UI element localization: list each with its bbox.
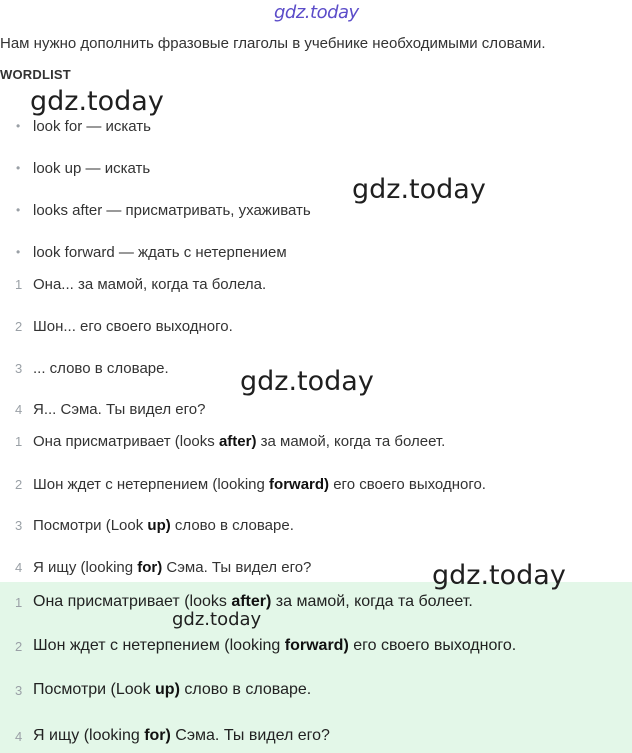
bullet-icon: • <box>16 245 21 259</box>
answer-text-after: слово в словаре. <box>170 516 294 534</box>
answer-number: 2 <box>15 476 23 492</box>
task-text: Я... Сэма. Ты видел его? <box>33 400 206 418</box>
watermark: gdz.today <box>30 86 164 117</box>
answer-number: 3 <box>15 517 23 533</box>
answer-item <box>0 556 311 578</box>
answer-text-bold: after) <box>218 432 257 450</box>
answer-text-before: Посмотри (Look <box>33 516 148 534</box>
answer-text-bold: forward) <box>269 475 330 493</box>
answer-text-before: Посмотри (Look <box>33 681 156 698</box>
answer-text-bold: up) <box>155 681 180 698</box>
answer-number: 4 <box>15 728 23 744</box>
answer-text-bold: forward) <box>284 637 349 654</box>
wordlist-item <box>0 199 311 221</box>
bullet-icon: • <box>16 161 21 175</box>
wordlist-item-text: look up — искать <box>33 159 151 177</box>
answer-text-after: слово в словаре. <box>179 681 312 698</box>
answer-number: 1 <box>15 594 23 610</box>
answer-text-before: Шон ждет с нетерпением (looking <box>33 475 270 493</box>
wordlist-item <box>0 115 151 137</box>
answer-text-bold: after) <box>231 593 272 610</box>
answer-item <box>0 725 330 747</box>
answer-text-after: Сэма. Ты видел его? <box>170 727 330 744</box>
task-number: 2 <box>15 318 23 334</box>
wordlist-item-text: look for — искать <box>33 117 151 135</box>
answer-item <box>0 514 294 536</box>
answer-item <box>0 635 516 657</box>
watermark-top: gdz.today <box>274 2 359 23</box>
bullet-icon: • <box>16 119 21 133</box>
bullet-icon: • <box>16 203 21 217</box>
answer-text-bold: up) <box>147 516 171 534</box>
answer-text-after: его своего выходного. <box>329 475 486 493</box>
answer-number: 2 <box>15 638 23 654</box>
wordlist-item <box>0 157 150 179</box>
answer-text-after: Сэма. Ты видел его? <box>162 558 312 576</box>
watermark: gdz.today <box>172 609 262 630</box>
task-number: 4 <box>15 401 23 417</box>
watermark: gdz.today <box>240 366 374 397</box>
answer-text-bold: for) <box>137 558 163 576</box>
wordlist-heading: WORDLIST <box>0 67 71 82</box>
answer-text-before: Она присматривает (looks <box>33 593 232 610</box>
answer-text-after: за мамой, когда та болеет. <box>256 432 446 450</box>
answer-number: 4 <box>15 559 23 575</box>
task-text: ... слово в словаре. <box>33 359 169 377</box>
wordlist-item-text: look forward — ждать с нетерпением <box>33 243 287 261</box>
answer-item <box>0 430 445 452</box>
task-item <box>0 398 205 420</box>
task-number: 1 <box>15 276 23 292</box>
answer-text-before: Я ищу (looking <box>33 727 145 744</box>
answer-text-before: Шон ждет с нетерпением (looking <box>33 637 285 654</box>
watermark: gdz.today <box>352 174 486 205</box>
wordlist-item-text: looks after — присматривать, ухаживать <box>33 201 311 219</box>
answer-text-bold: for) <box>144 727 171 744</box>
watermark: gdz.today <box>432 560 566 591</box>
answer-number: 1 <box>15 433 23 449</box>
answer-item <box>0 679 311 701</box>
answer-text-before: Я ищу (looking <box>33 558 138 576</box>
task-text: Она... за мамой, когда та болела. <box>33 275 267 293</box>
task-item <box>0 357 169 379</box>
intro-text: Нам нужно дополнить фразовые глаголы в учебнике необходимыми словами. <box>0 35 546 52</box>
wordlist-item <box>0 241 287 263</box>
answer-text-before: Она присматривает (looks <box>33 432 219 450</box>
task-item <box>0 273 266 295</box>
task-text: Шон... его своего выходного. <box>33 317 233 335</box>
answer-item <box>0 473 486 495</box>
answer-text-after: его своего выходного. <box>348 637 517 654</box>
task-item <box>0 315 233 337</box>
task-number: 3 <box>15 360 23 376</box>
answer-text-after: за мамой, когда та болеет. <box>271 593 473 610</box>
answer-number: 3 <box>15 682 23 698</box>
